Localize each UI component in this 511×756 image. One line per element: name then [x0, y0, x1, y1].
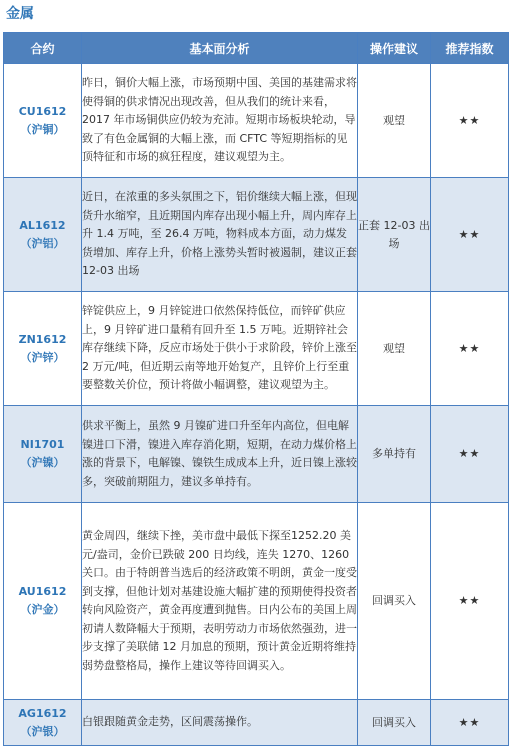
- section-title: 金属: [6, 6, 34, 22]
- analysis-cell: 供求平衡上，虽然 9 月镍矿进口升至年内高位，但电解镍进口下滑，镍进入库存消化期，短期，在动力煤价格上涨的背景下，电解镍、镍铁生成成本上升，近日镍上涨较多，突破前期阻力，建议多单持有。: [82, 406, 358, 503]
- table-row: [4, 503, 509, 700]
- advice-cell: 观望: [358, 64, 431, 178]
- contract-code: NI1701: [20, 438, 65, 451]
- header-contract: 合约: [4, 33, 82, 64]
- contract-cell: [4, 64, 82, 178]
- contract-code: ZN1612: [18, 332, 67, 346]
- index-stars: ★★: [431, 503, 509, 700]
- header-analysis: 基本面分析: [82, 33, 358, 64]
- contract-cell: [4, 178, 82, 292]
- contract-code: AU1612: [18, 585, 67, 598]
- contract-name: （沪镍）: [20, 456, 65, 469]
- advice-cell: 正套 12-03 出场: [358, 178, 431, 292]
- analysis-cell: 白银跟随黄金走势，区间震荡操作。: [82, 700, 358, 746]
- contract-name: （沪锌）: [20, 350, 65, 364]
- index-stars: ★★: [431, 292, 509, 406]
- index-stars: ★★: [431, 700, 509, 746]
- table-row: [4, 292, 509, 406]
- analysis-cell: 昨日，铜价大幅上涨，市场预期中国、美国的基建需求将使得铜的供求情况出现改善，但从我们的统计来看，2017 年市场铜供应仍较为充沛。短期市场板块轮动，导致了有色金属铜的大幅上涨，而 CFTC 等短期指标的见顶特征和市场的疯狂程度，建议观望为主。: [82, 64, 358, 178]
- header-index: 推荐指数: [431, 33, 509, 64]
- advice-cell: 多单持有: [358, 406, 431, 503]
- contract-cell: [4, 503, 82, 700]
- table-row: [4, 178, 509, 292]
- contract-name: （沪银）: [20, 724, 65, 738]
- advice-cell: 回调买入: [358, 700, 431, 746]
- metals-table: [3, 32, 509, 746]
- advice-cell: 观望: [358, 292, 431, 406]
- contract-cell: [4, 700, 82, 746]
- contract-name: （沪金）: [20, 603, 65, 616]
- table-header-row: [4, 33, 509, 64]
- contract-code: AL1612: [19, 218, 66, 232]
- table-row: [4, 700, 509, 746]
- contract-cell: [4, 406, 82, 503]
- contract-code: CU1612: [18, 104, 67, 118]
- table-row: [4, 64, 509, 178]
- index-stars: ★★: [431, 64, 509, 178]
- table-row: [4, 406, 509, 503]
- contract-name: （沪铝）: [20, 236, 65, 250]
- contract-name: （沪铜）: [20, 122, 65, 136]
- index-stars: ★★: [431, 406, 509, 503]
- analysis-cell: 近日，在浓重的多头氛围之下，铝价继续大幅上涨，但现货升水缩窄，且近期国内库存出现小幅上升，周内库存上升 1.4 万吨，至 26.4 万吨，物料成本方面，动力煤发货增加、库存上升，价格上涨势头暂时被遏制，建议正套 12-03 出场: [82, 178, 358, 292]
- header-advice: 操作建议: [358, 33, 431, 64]
- analysis-cell: 锌锭供应上，9 月锌锭进口依然保持低位，而锌矿供应上，9 月锌矿进口量稍有回升至 1.5 万吨。近期锌社会库存继续下降，反应市场处于供小于求阶段，锌价上涨至 2 万元/吨，但近期云南等地开始复产，且锌价上行至重要整数关价位，预计将做小幅调整，建议观望为主。: [82, 292, 358, 406]
- analysis-cell: 黄金周四，继续下挫，美市盘中最低下探至1252.20 美元/盎司，金价已跌破 200 日均线，连失 1270、1260 关口。由于特朗普当选后的经济政策不明朗，黄金一度受到支撑，但他计划对基建设施大幅扩建的预期使得投资者转向风险资产，黄金再度遭到抛售。日内公布的美国上周初请人数降幅大于预期，表明劳动力市场依然强劲，进一步支撑了美联储 12 月加息的预期，预计黄金近期将维持弱势盘整格局，操作上建议等待回调买入。: [82, 503, 358, 700]
- advice-cell: 回调买入: [358, 503, 431, 700]
- contract-cell: [4, 292, 82, 406]
- index-stars: ★★: [431, 178, 509, 292]
- contract-code: AG1612: [18, 706, 67, 720]
